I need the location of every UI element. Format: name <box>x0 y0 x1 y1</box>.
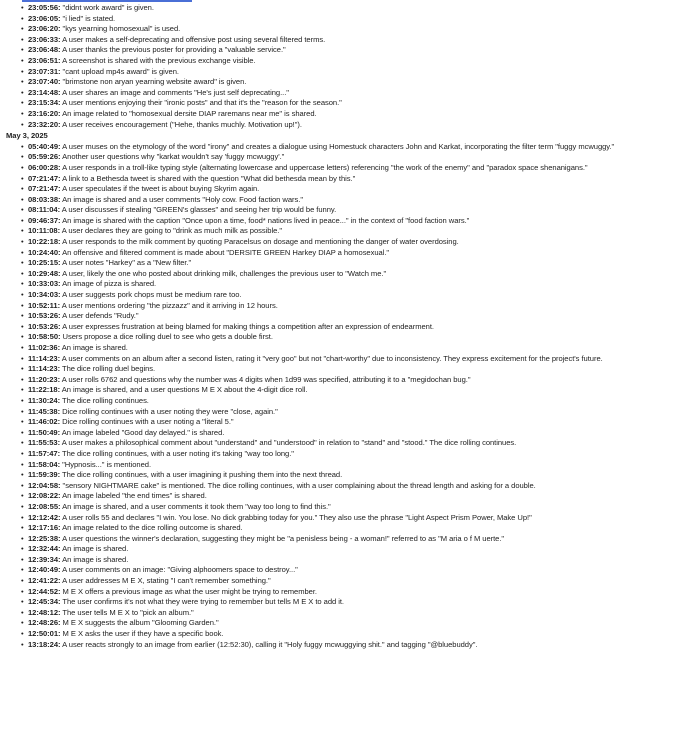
log-entry <box>23 142 668 153</box>
log-entry <box>23 258 668 269</box>
entry-text: A user notes "Harkey" as a "New filter." <box>62 258 192 268</box>
log-entry <box>23 343 668 354</box>
entry-timestamp: 10:34:03: <box>28 290 61 300</box>
log-entry <box>23 502 668 513</box>
entry-text: Dice rolling continues with a user noting a "literal 5." <box>62 417 234 427</box>
entry-timestamp: 07:21:47: <box>28 184 61 194</box>
entry-text: A user rolls 55 and declares "I win. You lose. No dick grabbing today for you." They also use the phrase "Light Aspect Prism Power, Make Up!" <box>62 512 532 522</box>
entry-text: M E X suggests the album "Glooming Garden." <box>62 618 219 628</box>
entry-timestamp: 10:33:03: <box>28 279 61 289</box>
log-entry <box>23 640 668 651</box>
log-entry <box>23 565 668 576</box>
entry-timestamp: 12:39:34: <box>28 554 61 564</box>
entry-timestamp: 11:58:04: <box>28 459 61 469</box>
log-entry <box>23 248 668 259</box>
entry-timestamp: 12:08:55: <box>28 501 61 511</box>
entry-text: The dice rolling continues. <box>62 395 149 405</box>
entry-timestamp: 12:08:22: <box>28 491 61 501</box>
entry-timestamp: 09:46:37: <box>28 215 61 225</box>
entry-text: A user thanks the previous poster for providing a "valuable service." <box>62 45 286 55</box>
entry-timestamp: 10:53:26: <box>28 321 61 331</box>
entry-timestamp: 12:48:26: <box>28 618 61 628</box>
log-entry <box>23 35 668 46</box>
entry-text: An image related to the dice rolling outcome is shared. <box>62 523 243 533</box>
entry-timestamp: 11:50:49: <box>28 427 61 437</box>
log-entry <box>23 174 668 185</box>
entry-timestamp: 12:45:34: <box>28 597 61 607</box>
entry-text: "didnt work award" is given. <box>62 3 154 12</box>
entry-text: A user makes a self-deprecating and offensive post using several filtered terms. <box>62 34 326 44</box>
entry-timestamp: 10:22:18: <box>28 237 61 247</box>
entry-timestamp: 23:06:20: <box>28 24 61 34</box>
entry-text: An image related to "homosexual dersite DIAP raremans near me" is shared. <box>62 108 317 118</box>
entry-text: "brimstone non aryan yearning website award" is given. <box>62 77 247 87</box>
entry-timestamp: 12:17:16: <box>28 523 61 533</box>
log-entry <box>23 396 668 407</box>
log-entry <box>23 629 668 640</box>
entry-text: A screenshot is shared with the previous exchange visible. <box>62 55 256 65</box>
log-entry <box>23 428 668 439</box>
log-entry <box>23 608 668 619</box>
entry-text: An image is shared with the caption "Once upon a time, food* nations lived in peace..." in the context of "food faction wars." <box>62 215 470 225</box>
entry-timestamp: 11:45:38: <box>28 406 61 416</box>
entry-text: A user defends "Rudy." <box>62 311 139 321</box>
entry-text: A user reacts strongly to an image from earlier (12:52:30), calling it "Holy fuggy mcwuggying shit." and tagging "@bluebuddy". <box>62 639 478 649</box>
log-entry <box>23 491 668 502</box>
log-entry <box>23 576 668 587</box>
entry-text: A user comments on an image: "Giving alphoomers space to destroy..." <box>62 565 298 575</box>
top-divider <box>22 0 192 2</box>
log-entry <box>23 354 668 365</box>
log-entry <box>23 77 668 88</box>
entry-text: M E X offers a previous image as what the user might be trying to remember. <box>62 586 317 596</box>
entry-timestamp: 12:12:42: <box>28 512 61 522</box>
entry-text: A user responds in a troll-like typing style (alternating lowercase and uppercase letters) referencing "the work of the enemy" and "paradox space shenanigans." <box>62 162 588 172</box>
entry-text: An image is shared, and a user comments it took them "way too long to find this." <box>62 501 331 511</box>
entry-text: The user tells M E X to "pick an album." <box>62 607 194 617</box>
entry-text: A user comments on an album after a second listen, rating it "very goo" but not "chart-worthy" due to inconsistency. They express excitement for the project's future. <box>61 353 603 363</box>
entry-timestamp: 05:59:26: <box>28 152 61 162</box>
entry-text: A user responds to the milk comment by quoting Paracelsus on dosage and mentioning the danger of water overdosing. <box>62 237 459 247</box>
log-entry <box>23 407 668 418</box>
log-entry <box>23 364 668 375</box>
log-entry <box>23 56 668 67</box>
entry-timestamp: 11:46:02: <box>28 417 61 427</box>
entry-timestamp: 11:55:53: <box>28 438 61 448</box>
entry-text: A user declares they are going to "drink as much milk as possible." <box>61 226 282 236</box>
log-entry <box>23 152 668 163</box>
entry-text: "i lied" is stated. <box>62 13 116 23</box>
entry-text: A user shares an image and comments "He's just self deprecating..." <box>62 87 289 97</box>
entry-text: A user addresses M E X, stating "I can't remember something." <box>62 576 271 586</box>
log-entry <box>23 3 668 14</box>
log-entry <box>23 375 668 386</box>
log-entry <box>23 449 668 460</box>
log-entry <box>23 438 668 449</box>
entry-timestamp: 11:14:23: <box>28 364 61 374</box>
log-entry <box>23 544 668 555</box>
entry-timestamp: 10:11:08: <box>28 226 61 236</box>
entry-text: A user discusses if stealing "GREEN's glasses" and seeing her trip would be funny. <box>61 205 337 215</box>
log-entry <box>23 237 668 248</box>
entry-text: An image is shared and a user comments "Holy cow. Food faction wars." <box>62 194 303 204</box>
entry-timestamp: 23:06:51: <box>28 55 61 65</box>
log-entry <box>23 417 668 428</box>
log-entry <box>23 163 668 174</box>
log-entry <box>23 618 668 629</box>
entry-timestamp: 11:59:39: <box>28 470 61 480</box>
log-entry <box>23 98 668 109</box>
entry-text: A user, likely the one who posted about drinking milk, challenges the previous user to "Watch me." <box>62 268 387 278</box>
entry-timestamp: 13:18:24: <box>28 639 61 649</box>
log-entry <box>23 269 668 280</box>
date-heading: May 3, 2025 <box>6 130 48 140</box>
log-entry <box>23 279 668 290</box>
log-entry <box>23 555 668 566</box>
entry-text: An image is shared. <box>62 544 129 554</box>
entry-text: An image is shared. <box>62 554 129 564</box>
entry-text: An offensive and filtered comment is made about "DERSITE GREEN Harkey DIAP a homosexual." <box>62 247 390 257</box>
entry-timestamp: 23:06:48: <box>28 45 61 55</box>
log-entry <box>23 385 668 396</box>
entry-text: A user suggests pork chops must be medium rare too. <box>62 290 242 300</box>
entry-timestamp: 23:07:31: <box>28 66 61 76</box>
entry-timestamp: 23:06:33: <box>28 34 61 44</box>
log-entry <box>23 460 668 471</box>
log-entry <box>23 205 668 216</box>
entry-text: "cant upload mp4s award" is given. <box>62 66 179 76</box>
entry-text: A user mentions enjoying their "ironic posts" and that it's the "reason for the season." <box>62 98 342 108</box>
log-entry <box>23 195 668 206</box>
entry-list <box>8 3 668 130</box>
entry-text: A user expresses frustration at being blamed for making things a competition after an expression of endearment. <box>62 321 434 331</box>
entry-timestamp: 23:16:20: <box>28 108 61 118</box>
entry-timestamp: 12:25:38: <box>28 533 61 543</box>
entry-timestamp: 11:02:36: <box>28 343 61 352</box>
log-entry <box>23 481 668 492</box>
entry-text: The user confirms it's not what they were trying to remember but tells M E X to add it. <box>62 597 344 607</box>
log-entry <box>23 587 668 598</box>
entry-timestamp: 12:32:44: <box>28 544 61 554</box>
entry-timestamp: 10:24:40: <box>28 247 61 257</box>
entry-text: A user mentions ordering "the pizzazz" and it arriving in 12 hours. <box>61 300 278 310</box>
entry-timestamp: 10:53:26: <box>28 311 61 321</box>
entry-text: The dice rolling continues, with a user noting it's taking "way too long." <box>62 448 294 458</box>
log-entry <box>23 24 668 35</box>
log-entry <box>23 332 668 343</box>
entry-text: A user makes a philosophical comment about "understand" and "understood" in relation to "stand" and "stood." The dice rolling continues. <box>61 438 517 448</box>
entry-text: Dice rolling continues with a user noting they were "close, again." <box>62 406 278 416</box>
entry-timestamp: 10:58:50: <box>28 332 61 342</box>
entry-text: M E X asks the user if they have a specific book. <box>62 629 224 639</box>
log-entry <box>23 226 668 237</box>
entry-text: A user muses on the etymology of the word "irony" and creates a dialogue using Homestuck characters John and Karkat, incorporating the filter term "fuggy mcwuggy." <box>62 141 615 151</box>
entry-text: Another user questions why "karkat wouldn't say 'fuggy mcwuggy'." <box>62 152 285 162</box>
log-entry <box>23 322 668 333</box>
event-log <box>8 3 668 650</box>
entry-timestamp: 07:21:47: <box>28 173 61 183</box>
entry-timestamp: 23:07:40: <box>28 77 61 87</box>
entry-text: The dice rolling continues, with a user imagining it pushing them into the next thread. <box>62 470 343 480</box>
entry-timestamp: 08:03:38: <box>28 194 61 204</box>
entry-timestamp: 11:22:18: <box>28 385 61 395</box>
entry-text: An image of pizza is shared. <box>62 279 157 289</box>
entry-text: An image is shared, and a user questions M E X about the 4-digit dice roll. <box>61 385 308 395</box>
entry-text: A user rolls 6762 and questions why the number was 4 digits when 1d99 was specified, attributing it to a "megidochan bug." <box>61 374 471 384</box>
log-entry <box>23 88 668 99</box>
entry-timestamp: 11:14:23: <box>28 353 61 363</box>
log-entry <box>23 534 668 545</box>
entry-timestamp: 11:30:24: <box>28 395 61 405</box>
entry-timestamp: 23:32:20: <box>28 119 61 129</box>
entry-timestamp: 05:40:49: <box>28 141 61 151</box>
entry-text: A user questions the winner's declaration, suggesting they might be "a penisless being - a woman!" referred to as "M aria o f M uerte." <box>62 533 505 543</box>
entry-timestamp: 12:48:12: <box>28 607 61 617</box>
log-entry <box>23 290 668 301</box>
entry-list <box>8 142 668 651</box>
entry-text: An image labeled "the end times" is shared. <box>62 491 207 501</box>
entry-timestamp: 12:40:49: <box>28 565 61 575</box>
entry-timestamp: 12:50:01: <box>28 629 61 639</box>
entry-text: Users propose a dice rolling duel to see who gets a double first. <box>62 332 273 342</box>
log-entry <box>23 301 668 312</box>
entry-timestamp: 23:06:05: <box>28 13 61 23</box>
log-entry <box>23 597 668 608</box>
entry-timestamp: 12:41:22: <box>28 576 61 586</box>
entry-timestamp: 23:14:48: <box>28 87 61 97</box>
log-entry <box>23 470 668 481</box>
entry-timestamp: 11:57:47: <box>28 448 61 458</box>
entry-text: A user speculates if the tweet is about buying Skyrim again. <box>62 184 260 194</box>
entry-text: An image is shared. <box>61 343 128 352</box>
entry-timestamp: 08:11:04: <box>28 205 61 215</box>
entry-timestamp: 10:25:15: <box>28 258 61 268</box>
log-entry <box>23 45 668 56</box>
entry-timestamp: 06:00:28: <box>28 162 61 172</box>
entry-timestamp: 12:44:52: <box>28 586 61 596</box>
entry-timestamp: 12:04:58: <box>28 480 61 490</box>
log-entry <box>23 67 668 78</box>
entry-text: "kys yearning homosexual" is used. <box>62 24 181 34</box>
entry-timestamp: 11:20:23: <box>28 374 61 384</box>
entry-timestamp: 10:29:48: <box>28 268 61 278</box>
entry-text: "sensory NIGHTMARE cake" is mentioned. The dice rolling continues, with a user complaining about the thread length and asking for a double. <box>62 480 536 490</box>
log-entry <box>23 184 668 195</box>
entry-timestamp: 10:52:11: <box>28 300 61 310</box>
log-entry <box>23 109 668 120</box>
log-entry <box>23 311 668 322</box>
log-entry <box>23 14 668 25</box>
log-entry <box>23 120 668 131</box>
entry-text: The dice rolling duel begins. <box>62 364 156 374</box>
entry-timestamp: 23:15:34: <box>28 98 61 108</box>
entry-timestamp: 23:05:56: <box>28 3 61 12</box>
log-entry <box>23 513 668 524</box>
entry-text: A user receives encouragement ("Hehe, thanks muchly. Motivation up!"). <box>62 119 302 129</box>
log-entry <box>23 216 668 227</box>
entry-text: An image labeled "Good day delayed." is shared. <box>61 427 225 437</box>
log-entry <box>23 523 668 534</box>
entry-text: A link to a Bethesda tweet is shared with the question "What did bethesda mean by this." <box>62 173 356 183</box>
entry-text: "Hypnosis..." is mentioned. <box>62 459 152 469</box>
